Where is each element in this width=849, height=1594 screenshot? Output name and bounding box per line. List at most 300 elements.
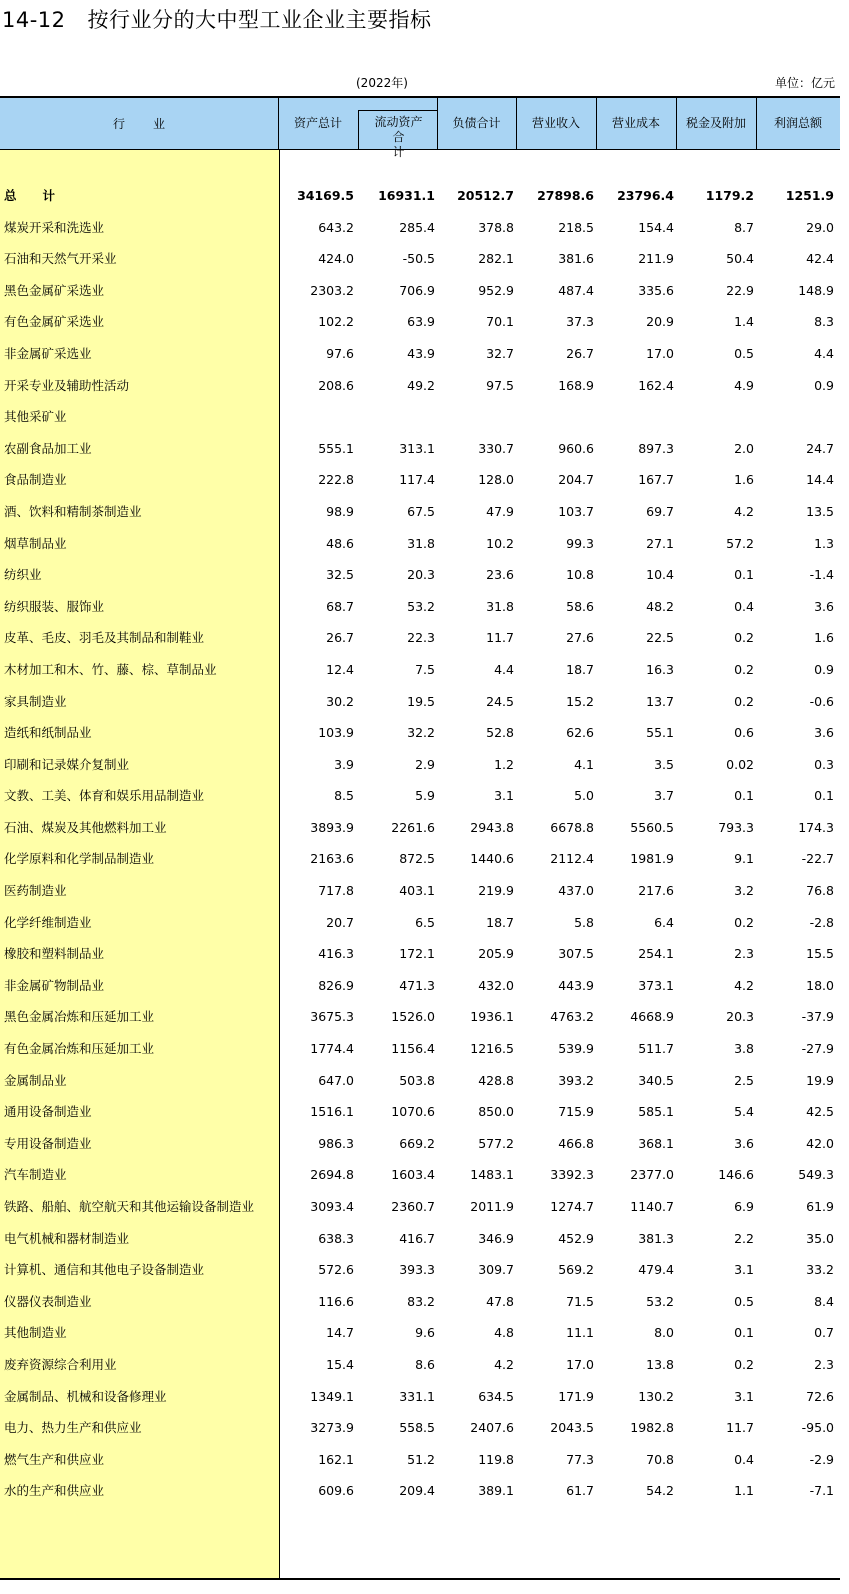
value-cell: 47.9	[486, 503, 514, 519]
value-cell: 6.5	[415, 914, 435, 930]
value-cell: 452.9	[558, 1230, 594, 1246]
value-cell: -2.8	[809, 914, 834, 930]
page-title	[2, 4, 432, 34]
value-cell: 70.8	[646, 1451, 674, 1467]
value-cell: 4763.2	[550, 1009, 594, 1025]
value-cell: 24.5	[486, 693, 514, 709]
value-cell: 35.0	[806, 1230, 834, 1246]
value-cell: 50.4	[726, 251, 754, 267]
value-cell: 0.4	[734, 1451, 754, 1467]
value-cell: 307.5	[558, 946, 594, 962]
value-cell: 17.0	[566, 1356, 594, 1372]
value-cell: 204.7	[558, 472, 594, 488]
value-cell: 211.9	[638, 251, 674, 267]
value-cell: -37.9	[801, 1009, 834, 1025]
year-label: (2022年)	[356, 76, 408, 90]
industry-name: 废弃资源综合利用业	[4, 1356, 117, 1372]
value-cell: 3893.9	[310, 819, 354, 835]
value-cell: 3.1	[494, 788, 514, 804]
value-cell: 1.6	[734, 472, 754, 488]
value-cell: 3.7	[654, 788, 674, 804]
value-cell: 4.4	[814, 345, 834, 361]
value-cell: 1483.1	[470, 1167, 514, 1183]
value-cell: 647.0	[318, 1072, 354, 1088]
value-cell: 72.6	[806, 1388, 834, 1404]
table-row	[0, 212, 840, 244]
value-cell: 2360.7	[391, 1199, 435, 1214]
table-row	[0, 1317, 840, 1349]
value-cell: 22.9	[726, 282, 754, 298]
value-cell: 986.3	[318, 1135, 354, 1151]
value-cell: 569.2	[558, 1262, 594, 1278]
value-cell: 26.7	[566, 345, 594, 361]
value-cell: 1440.6	[470, 851, 514, 867]
table-row	[0, 812, 840, 844]
value-cell: 443.9	[558, 977, 594, 993]
value-cell: 43.9	[407, 345, 435, 361]
header-industry: 行业	[112, 116, 193, 131]
value-cell: 208.6	[318, 377, 354, 393]
industry-name: 家具制造业	[4, 693, 67, 709]
industry-name: 水的生产和供应业	[4, 1483, 105, 1499]
value-cell: 4.2	[734, 503, 754, 519]
value-cell: 4.2	[734, 977, 754, 993]
value-cell: 609.6	[318, 1483, 354, 1499]
table-title: 按行业分的大中型工业企业主要指标	[87, 8, 432, 32]
value-cell: 42.5	[806, 1104, 834, 1120]
value-cell: 389.1	[478, 1483, 514, 1499]
header-assets: 资产总计	[293, 116, 342, 130]
value-cell: 63.9	[407, 314, 435, 330]
table-row	[0, 559, 840, 591]
industry-name: 医药制造业	[4, 883, 67, 899]
value-cell: 67.5	[407, 503, 435, 519]
table-row	[0, 938, 840, 970]
value-cell: -2.9	[809, 1451, 834, 1467]
value-cell: 558.5	[399, 1420, 435, 1436]
value-cell: 549.3	[798, 1167, 834, 1183]
industry-name: 汽车制造业	[4, 1167, 67, 1183]
value-cell: 168.9	[558, 377, 594, 393]
value-cell: 1179.2	[705, 188, 754, 203]
value-cell: 3.6	[734, 1135, 754, 1151]
value-cell: 1516.1	[310, 1104, 354, 1120]
industry-name: 皮革、毛皮、羽毛及其制品和制鞋业	[4, 630, 205, 646]
value-cell: 37.3	[566, 314, 594, 330]
value-cell: 16931.1	[378, 188, 435, 203]
value-cell: 34169.5	[297, 188, 354, 203]
table-row	[0, 401, 840, 433]
value-cell: 373.1	[638, 977, 674, 993]
value-cell: 32.5	[326, 567, 354, 583]
table-row	[0, 591, 840, 623]
value-cell: 3.9	[334, 756, 354, 772]
table-row	[0, 622, 840, 654]
value-cell: 368.1	[638, 1135, 674, 1151]
value-cell: 3.5	[654, 756, 674, 772]
value-cell: 393.2	[558, 1072, 594, 1088]
value-cell: 30.2	[326, 693, 354, 709]
value-cell: 54.2	[646, 1483, 674, 1499]
table-row	[0, 1001, 840, 1033]
table-row	[0, 338, 840, 370]
value-cell: 2112.4	[550, 851, 594, 867]
value-cell: 119.8	[478, 1451, 514, 1467]
value-cell: 8.0	[654, 1325, 674, 1341]
industry-name: 有色金属矿采选业	[4, 314, 105, 330]
industry-name: 有色金属冶炼和压延加工业	[4, 1041, 155, 1057]
value-cell: 20.9	[646, 314, 674, 330]
value-cell: 960.6	[558, 440, 594, 456]
value-cell: 4.4	[494, 661, 514, 677]
industry-name: 烟草制品业	[4, 535, 67, 551]
value-cell: 437.0	[558, 883, 594, 899]
value-cell: 2943.8	[470, 819, 514, 835]
value-cell: 555.1	[318, 440, 354, 456]
table-row	[0, 1381, 840, 1413]
industry-name: 金属制品、机械和设备修理业	[4, 1388, 167, 1404]
value-cell: 10.8	[566, 567, 594, 583]
value-cell: 346.9	[478, 1230, 514, 1246]
value-cell: 1.6	[814, 630, 834, 646]
value-cell: 4668.9	[630, 1009, 674, 1025]
value-cell: 11.1	[566, 1325, 594, 1341]
value-cell: 1981.9	[630, 851, 674, 867]
industry-name: 铁路、船舶、航空航天和其他运输设备制造业	[4, 1199, 255, 1214]
table-row	[0, 654, 840, 686]
value-cell: 222.8	[318, 472, 354, 488]
value-cell: 33.2	[806, 1262, 834, 1278]
value-cell: 1.4	[734, 314, 754, 330]
value-cell: 71.5	[566, 1293, 594, 1309]
value-cell: 8.3	[814, 314, 834, 330]
table-row	[0, 1349, 840, 1381]
value-cell: 285.4	[399, 219, 435, 235]
value-cell: 24.7	[806, 440, 834, 456]
value-cell: 1526.0	[391, 1009, 435, 1025]
value-cell: 717.8	[318, 883, 354, 899]
value-cell: 2.9	[415, 756, 435, 772]
value-cell: 15.2	[566, 693, 594, 709]
value-cell: 117.4	[399, 472, 435, 488]
industry-name: 燃气生产和供应业	[4, 1451, 105, 1467]
value-cell: 1774.4	[310, 1041, 354, 1057]
table-row	[0, 306, 840, 338]
industry-name: 橡胶和塑料制品业	[4, 946, 105, 962]
value-cell: -1.4	[809, 567, 834, 583]
value-cell: 29.0	[806, 219, 834, 235]
value-cell: 1603.4	[391, 1167, 435, 1183]
value-cell: 2.3	[734, 946, 754, 962]
value-cell: 58.6	[566, 598, 594, 614]
industry-name: 造纸和纸制品业	[4, 725, 92, 741]
value-cell: 22.5	[646, 630, 674, 646]
value-cell: 1.3	[814, 535, 834, 551]
value-cell: 116.6	[318, 1293, 354, 1309]
value-cell: 424.0	[318, 251, 354, 267]
value-cell: 61.9	[806, 1199, 834, 1214]
table-row	[0, 1286, 840, 1318]
value-cell: 27898.6	[537, 188, 594, 203]
value-cell: 57.2	[726, 535, 754, 551]
table-row	[0, 907, 840, 939]
value-cell: 2011.9	[470, 1199, 514, 1214]
value-cell: 18.7	[566, 661, 594, 677]
table-row	[0, 1444, 840, 1476]
value-cell: 282.1	[478, 251, 514, 267]
value-cell: 3.6	[814, 598, 834, 614]
value-cell: 48.6	[326, 535, 354, 551]
table-row	[0, 1191, 840, 1223]
value-cell: 8.4	[814, 1293, 834, 1309]
value-cell: 1156.4	[391, 1041, 435, 1057]
value-cell: 0.1	[734, 788, 754, 804]
value-cell: 2.2	[734, 1230, 754, 1246]
industry-name: 食品制造业	[4, 472, 67, 488]
value-cell: 952.9	[478, 282, 514, 298]
value-cell: 18.7	[486, 914, 514, 930]
value-cell: 0.2	[734, 630, 754, 646]
industry-name: 非金属矿物制品业	[4, 977, 105, 993]
value-cell: 77.3	[566, 1451, 594, 1467]
value-cell: 0.6	[734, 725, 754, 741]
value-cell: 27.1	[646, 535, 674, 551]
value-cell: 9.1	[734, 851, 754, 867]
table-row	[0, 496, 840, 528]
industry-name: 黑色金属冶炼和压延加工业	[4, 1009, 155, 1025]
header-cost: 营业成本	[611, 116, 660, 130]
value-cell: 2694.8	[310, 1167, 354, 1183]
value-cell: 76.8	[806, 883, 834, 899]
value-cell: 20.3	[407, 567, 435, 583]
value-cell: -22.7	[801, 851, 834, 867]
value-cell: 416.3	[318, 946, 354, 962]
value-cell: 2.3	[814, 1356, 834, 1372]
industry-name: 其他制造业	[4, 1325, 67, 1341]
value-cell: 0.1	[814, 788, 834, 804]
industry-name: 非金属矿采选业	[4, 345, 92, 361]
value-cell: 23.6	[486, 567, 514, 583]
value-cell: 669.2	[399, 1135, 435, 1151]
value-cell: 850.0	[478, 1104, 514, 1120]
industry-name: 酒、饮料和精制茶制造业	[4, 503, 142, 519]
value-cell: 2261.6	[391, 819, 435, 835]
value-cell: 3675.3	[310, 1009, 354, 1025]
value-cell: 97.5	[486, 377, 514, 393]
value-cell: 634.5	[478, 1388, 514, 1404]
header-current-assets	[358, 110, 438, 159]
table-row	[0, 243, 840, 275]
value-cell: 3.8	[734, 1041, 754, 1057]
industry-name: 农副食品加工业	[4, 440, 92, 456]
value-cell: 254.1	[638, 946, 674, 962]
value-cell: 55.1	[646, 725, 674, 741]
value-cell: 13.5	[806, 503, 834, 519]
value-cell: 897.3	[638, 440, 674, 456]
value-cell: 162.4	[638, 377, 674, 393]
value-cell: 1251.9	[785, 188, 834, 203]
value-cell: 11.7	[726, 1420, 754, 1436]
data-table	[0, 96, 840, 1580]
value-cell: 309.7	[478, 1262, 514, 1278]
value-cell: -7.1	[809, 1483, 834, 1499]
value-cell: 393.3	[399, 1262, 435, 1278]
value-cell: 0.9	[814, 377, 834, 393]
value-cell: 130.2	[638, 1388, 674, 1404]
value-cell: 1274.7	[550, 1199, 594, 1214]
value-cell: 5.9	[415, 788, 435, 804]
value-cell: 1.1	[734, 1483, 754, 1499]
table-row	[0, 1128, 840, 1160]
value-cell: 706.9	[399, 282, 435, 298]
value-cell: 171.9	[558, 1388, 594, 1404]
value-cell: 5.8	[574, 914, 594, 930]
table-row	[0, 780, 840, 812]
value-cell: 2407.6	[470, 1420, 514, 1436]
value-cell: 22.3	[407, 630, 435, 646]
value-cell: 61.7	[566, 1483, 594, 1499]
value-cell: 148.9	[798, 282, 834, 298]
value-cell: 0.7	[814, 1325, 834, 1341]
value-cell: 32.2	[407, 725, 435, 741]
table-row	[0, 433, 840, 465]
value-cell: 0.3	[814, 756, 834, 772]
unit-label: 单位：亿元	[774, 76, 835, 90]
value-cell: 479.4	[638, 1262, 674, 1278]
header-profit: 利润总额	[773, 116, 822, 130]
table-row	[0, 875, 840, 907]
value-cell: 1982.8	[630, 1420, 674, 1436]
industry-name: 金属制品业	[4, 1072, 67, 1088]
value-cell: 416.7	[399, 1230, 435, 1246]
value-cell: 174.3	[798, 819, 834, 835]
industry-name: 电气机械和器材制造业	[4, 1230, 130, 1246]
value-cell: 20.3	[726, 1009, 754, 1025]
industry-name: 其他采矿业	[4, 409, 67, 425]
value-cell: 313.1	[399, 440, 435, 456]
value-cell: 715.9	[558, 1104, 594, 1120]
header-liabilities: 负债合计	[452, 116, 501, 130]
value-cell: 3093.4	[310, 1199, 354, 1214]
value-cell: 2043.5	[550, 1420, 594, 1436]
value-cell: 539.9	[558, 1041, 594, 1057]
value-cell: 10.2	[486, 535, 514, 551]
value-cell: 13.8	[646, 1356, 674, 1372]
industry-name: 纺织业	[4, 567, 42, 583]
value-cell: 1216.5	[470, 1041, 514, 1057]
value-cell: 793.3	[718, 819, 754, 835]
value-cell: 643.2	[318, 219, 354, 235]
value-cell: 2377.0	[630, 1167, 674, 1183]
value-cell: 3.2	[734, 883, 754, 899]
value-cell: 16.3	[646, 661, 674, 677]
value-cell: 47.8	[486, 1293, 514, 1309]
table-row	[0, 686, 840, 718]
value-cell: 466.8	[558, 1135, 594, 1151]
value-cell: 3.6	[814, 725, 834, 741]
value-cell: 8.6	[415, 1356, 435, 1372]
value-cell: -95.0	[801, 1420, 834, 1436]
value-cell: 872.5	[399, 851, 435, 867]
value-cell: 15.4	[326, 1356, 354, 1372]
table-row	[0, 464, 840, 496]
value-cell: 19.9	[806, 1072, 834, 1088]
value-cell: 1.2	[494, 756, 514, 772]
value-cell: 14.4	[806, 472, 834, 488]
value-cell: 219.9	[478, 883, 514, 899]
table-row	[0, 749, 840, 781]
value-cell: 42.4	[806, 251, 834, 267]
value-cell: 340.5	[638, 1072, 674, 1088]
table-row	[0, 1475, 840, 1507]
industry-name: 文教、工美、体育和娱乐用品制造业	[4, 788, 205, 804]
value-cell: 381.3	[638, 1230, 674, 1246]
table-row-total	[0, 180, 840, 212]
table-bottom-rule	[0, 1578, 840, 1580]
value-cell: 2303.2	[310, 282, 354, 298]
value-cell: 102.2	[318, 314, 354, 330]
value-cell: 42.0	[806, 1135, 834, 1151]
value-cell: 331.1	[399, 1388, 435, 1404]
value-cell: 12.4	[326, 661, 354, 677]
value-cell: 2.0	[734, 440, 754, 456]
value-cell: 511.7	[638, 1041, 674, 1057]
value-cell: 577.2	[478, 1135, 514, 1151]
value-cell: 0.02	[726, 756, 754, 772]
value-cell: 330.7	[478, 440, 514, 456]
value-cell: 209.4	[399, 1483, 435, 1499]
value-cell: 53.2	[407, 598, 435, 614]
value-cell: 0.5	[734, 345, 754, 361]
value-cell: 154.4	[638, 219, 674, 235]
value-cell: 3.1	[734, 1388, 754, 1404]
value-cell: 0.1	[734, 567, 754, 583]
value-cell: 70.1	[486, 314, 514, 330]
table-row	[0, 1159, 840, 1191]
value-cell: 7.5	[415, 661, 435, 677]
value-cell: 15.5	[806, 946, 834, 962]
industry-name: 石油和天然气开采业	[4, 251, 117, 267]
table-row	[0, 1096, 840, 1128]
industry-name: 电力、热力生产和供应业	[4, 1420, 142, 1436]
value-cell: 48.2	[646, 598, 674, 614]
table-row	[0, 1254, 840, 1286]
value-cell: 68.7	[326, 598, 354, 614]
table-row	[0, 1223, 840, 1255]
value-cell: 53.2	[646, 1293, 674, 1309]
value-cell: 3273.9	[310, 1420, 354, 1436]
value-cell: 0.2	[734, 693, 754, 709]
value-cell: 23796.4	[617, 188, 674, 203]
header-tax: 税金及附加	[685, 116, 746, 130]
value-cell: 4.2	[494, 1356, 514, 1372]
value-cell: 1140.7	[630, 1199, 674, 1214]
value-cell: 172.1	[399, 946, 435, 962]
industry-name: 纺织服装、服饰业	[4, 598, 105, 614]
value-cell: 19.5	[407, 693, 435, 709]
table-body	[0, 180, 840, 1507]
header-current-assets-line1: 流动资产	[374, 115, 423, 129]
value-cell: 2163.6	[310, 851, 354, 867]
value-cell: 0.2	[734, 661, 754, 677]
industry-name: 木材加工和木、竹、藤、棕、草制品业	[4, 661, 217, 677]
value-cell: 1070.6	[391, 1104, 435, 1120]
value-cell: 27.6	[566, 630, 594, 646]
table-row	[0, 275, 840, 307]
header-current-assets-line2: 合计	[392, 130, 427, 159]
table-row	[0, 970, 840, 1002]
value-cell: 0.1	[734, 1325, 754, 1341]
